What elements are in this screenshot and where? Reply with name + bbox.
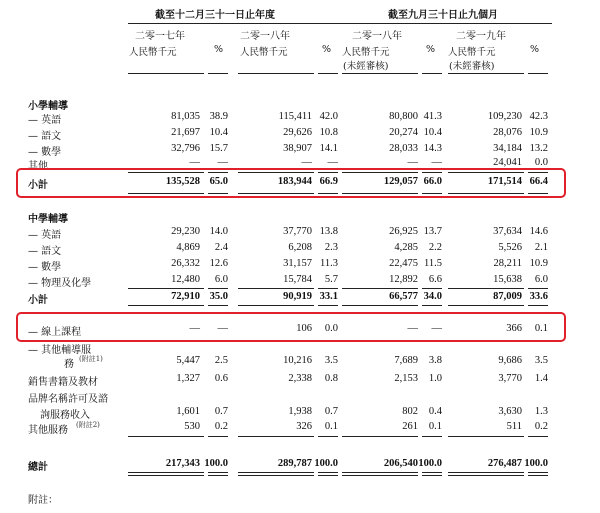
cell-r6-c7: 2.1 [534, 242, 548, 253]
secondary-subtotal-top-rule-6 [448, 288, 524, 289]
cell-r8-c5: 6.6 [428, 274, 442, 285]
col-rule-3 [238, 73, 314, 74]
cell-r8-c0: 12,480 [171, 274, 200, 285]
col-rule-5 [342, 73, 418, 74]
col-rule-1 [128, 73, 204, 74]
cell-r7-c5: 11.5 [424, 258, 442, 269]
cell-r11-c0: 5,447 [176, 355, 200, 366]
total-bottom-rule-3 [318, 472, 338, 476]
cell-r10-c7: 0.1 [534, 323, 548, 334]
currency-2: 人民幣千元 [240, 47, 288, 58]
cell-r4-c3: 66.9 [319, 176, 338, 187]
note-1: (附註1) [79, 355, 103, 363]
cell-r2-c0: 32,796 [171, 143, 200, 154]
cell-r9-c5: 34.0 [423, 291, 442, 302]
row-label-3: 其他 [28, 161, 48, 172]
pct-1: % [214, 44, 224, 55]
total-top-rule-5 [422, 436, 442, 437]
cell-r8-c3: 5.7 [324, 274, 338, 285]
total-bottom-rule-1 [208, 472, 228, 476]
cell-r9-c2: 90,919 [283, 291, 312, 302]
highlight-online-courses [16, 312, 566, 342]
cell-r2-c1: 15.7 [209, 143, 228, 154]
cell-r6-c3: 2.3 [324, 242, 338, 253]
row-label-5: — 英語 [28, 230, 62, 241]
secondary-subtotal-top-rule-1 [208, 288, 228, 289]
cell-r14-c6: 511 [506, 421, 522, 432]
cell-r7-c1: 12.6 [209, 258, 228, 269]
cell-r5-c4: 26,925 [389, 226, 418, 237]
highlight-primary-subtotal [16, 168, 566, 198]
cell-r4-c7: 66.4 [529, 176, 548, 187]
col-rule-6 [422, 73, 442, 74]
cell-r15-c6: 276,487 [487, 458, 522, 469]
cell-r0-c3: 42.0 [319, 111, 338, 122]
cell-r11-c6: 9,686 [498, 355, 522, 366]
total-top-rule-7 [528, 436, 548, 437]
cell-r10-c2: 106 [296, 323, 312, 334]
cell-r2-c7: 13.2 [529, 143, 548, 154]
secondary-subtotal-top-rule-3 [318, 288, 338, 289]
cell-r6-c4: 4,285 [394, 242, 418, 253]
secondary-subtotal-bottom-rule-1 [208, 305, 228, 306]
total-top-rule-2 [238, 436, 314, 437]
cell-r1-c3: 10.8 [319, 127, 338, 138]
cell-r13-c4: 802 [402, 406, 418, 417]
total-bottom-rule-6 [448, 472, 524, 476]
cell-r9-c3: 33.1 [319, 291, 338, 302]
cell-r3-c6: 24,041 [493, 157, 522, 168]
cell-r3-c4: — [407, 157, 418, 168]
cell-r5-c6: 37,634 [493, 226, 522, 237]
cell-r2-c3: 14.1 [319, 143, 338, 154]
cell-r7-c0: 26,332 [171, 258, 200, 269]
secondary-subtotal-top-rule-2 [238, 288, 314, 289]
cell-r10-c0: — [189, 323, 200, 334]
total-top-rule-0 [128, 436, 204, 437]
cell-r10-c1: — [217, 323, 228, 334]
year-2019: 二零一九年 [456, 31, 506, 42]
row-label-11: 務 [64, 359, 74, 370]
cell-r9-c1: 35.0 [209, 291, 228, 302]
cell-r15-c1: 100.0 [204, 458, 228, 469]
total-bottom-rule-7 [528, 472, 548, 476]
row-label-10: — 線上課程 [28, 327, 82, 338]
unaudited-2: (未經審核) [449, 61, 495, 72]
secondary-subtotal-bottom-rule-7 [528, 305, 548, 306]
row-label-8: — 物理及化學 [28, 278, 92, 289]
cell-r9-c0: 72,910 [171, 291, 200, 302]
pct-3: % [426, 44, 436, 55]
cell-r13-c7: 1.3 [534, 406, 548, 417]
cell-r7-c7: 10.9 [529, 258, 548, 269]
row-label-13: 詢服務收入 [40, 410, 90, 421]
pct-4: % [530, 44, 540, 55]
secondary-subtotal-bottom-rule-6 [448, 305, 524, 306]
cell-r10-c4: — [407, 323, 418, 334]
cell-r14-c5: 0.1 [428, 421, 442, 432]
year-2018a: 二零一八年 [240, 31, 290, 42]
secondary-subtotal-bottom-rule-0 [128, 305, 204, 306]
cell-r12-c3: 0.8 [324, 373, 338, 384]
cell-r3-c7: 0.0 [534, 157, 548, 168]
cell-r6-c6: 5,526 [498, 242, 522, 253]
row-label-9: 小計 [28, 295, 48, 306]
cell-r11-c5: 3.8 [428, 355, 442, 366]
cell-r0-c6: 109,230 [487, 111, 522, 122]
cell-r1-c2: 29,626 [283, 127, 312, 138]
cell-r6-c1: 2.4 [214, 242, 228, 253]
pct-2: % [322, 44, 332, 55]
cell-r14-c4: 261 [402, 421, 418, 432]
cell-r6-c5: 2.2 [428, 242, 442, 253]
section-primary: 小學輔導 [28, 101, 68, 112]
cell-r4-c6: 171,514 [487, 176, 522, 187]
cell-r2-c2: 38,907 [283, 143, 312, 154]
unaudited-1: (未經審核) [343, 61, 389, 72]
cell-r8-c7: 6.0 [534, 274, 548, 285]
cell-r2-c4: 28,033 [389, 143, 418, 154]
cell-r12-c2: 2,338 [288, 373, 312, 384]
row-label-15: 總計 [28, 462, 48, 473]
row-label-0: — 英語 [28, 115, 62, 126]
year-2018b: 二零一八年 [352, 31, 402, 42]
cell-r15-c5: 100.0 [418, 458, 442, 469]
period-sep-header: 截至九月三十日止九個月 [388, 10, 498, 21]
cell-r3-c1: — [217, 157, 228, 168]
secondary-subtotal-top-rule-5 [422, 288, 442, 289]
cell-r13-c6: 3,630 [498, 406, 522, 417]
row-label-1: — 語文 [28, 131, 62, 142]
cell-r5-c0: 29,230 [171, 226, 200, 237]
cell-r13-c3: 0.7 [324, 406, 338, 417]
secondary-subtotal-top-rule-7 [528, 288, 548, 289]
period-dec-header: 截至十二月三十一日止年度 [155, 10, 275, 21]
cell-r11-c3: 3.5 [324, 355, 338, 366]
cell-r5-c3: 13.8 [319, 226, 338, 237]
cell-r0-c5: 41.3 [423, 111, 442, 122]
cell-r9-c4: 66,577 [389, 291, 418, 302]
col-rule-7 [448, 73, 524, 74]
cell-r1-c7: 10.9 [529, 127, 548, 138]
total-top-rule-3 [318, 436, 338, 437]
year-2017: 二零一七年 [135, 31, 185, 42]
currency-4: 人民幣千元 [448, 47, 496, 58]
cell-r3-c0: — [189, 157, 200, 168]
cell-r8-c1: 6.0 [214, 274, 228, 285]
row-label-6: — 語文 [28, 246, 62, 257]
secondary-subtotal-bottom-rule-5 [422, 305, 442, 306]
cell-r12-c1: 0.6 [214, 373, 228, 384]
cell-r4-c1: 65.0 [209, 176, 228, 187]
cell-r0-c4: 80,800 [389, 111, 418, 122]
cell-r1-c1: 10.4 [209, 127, 228, 138]
cell-r12-c4: 2,153 [394, 373, 418, 384]
cell-r5-c1: 14.0 [209, 226, 228, 237]
total-bottom-rule-4 [342, 472, 418, 476]
header-rule-sep [340, 23, 552, 24]
cell-r7-c6: 28,211 [493, 258, 522, 269]
header-rule-dec [128, 23, 340, 24]
cell-r4-c5: 66.0 [423, 176, 442, 187]
row-label-2: — 數學 [28, 147, 62, 158]
cell-r14-c3: 0.1 [324, 421, 338, 432]
cell-r14-c1: 0.2 [214, 421, 228, 432]
cell-r14-c2: 326 [296, 421, 312, 432]
cell-r4-c4: 129,057 [383, 176, 418, 187]
cell-r3-c5: — [431, 157, 442, 168]
cell-r15-c2: 289,787 [277, 458, 312, 469]
secondary-subtotal-bottom-rule-3 [318, 305, 338, 306]
cell-r11-c2: 10,216 [283, 355, 312, 366]
col-rule-4 [318, 73, 338, 74]
cell-r12-c6: 3,770 [498, 373, 522, 384]
cell-r0-c1: 38.9 [209, 111, 228, 122]
cell-r5-c7: 14.6 [529, 226, 548, 237]
cell-r12-c7: 1.4 [534, 373, 548, 384]
cell-r13-c2: 1,938 [288, 406, 312, 417]
total-bottom-rule-5 [422, 472, 442, 476]
cell-r1-c0: 21,697 [171, 127, 200, 138]
cell-r4-c2: 183,944 [277, 176, 312, 187]
cell-r1-c5: 10.4 [423, 127, 442, 138]
cell-r0-c0: 81,035 [171, 111, 200, 122]
cell-r9-c6: 87,009 [493, 291, 522, 302]
cell-r10-c5: — [431, 323, 442, 334]
footnote-label: 附註： [28, 495, 58, 506]
cell-r7-c4: 22,475 [389, 258, 418, 269]
row-label-4: 小計 [28, 180, 48, 191]
cell-r13-c0: 1,601 [176, 406, 200, 417]
cell-r9-c7: 33.6 [529, 291, 548, 302]
cell-r5-c5: 13.7 [423, 226, 442, 237]
cell-r2-c5: 14.3 [423, 143, 442, 154]
cell-r8-c6: 15,638 [493, 274, 522, 285]
cell-r1-c6: 28,076 [493, 127, 522, 138]
cell-r0-c7: 42.3 [529, 111, 548, 122]
brand-line1: 品牌名稱許可及諮 [28, 394, 108, 405]
cell-r10-c3: 0.0 [324, 323, 338, 334]
total-bottom-rule-0 [128, 472, 204, 476]
row-label-7: — 數學 [28, 262, 62, 273]
cell-r7-c3: 11.3 [320, 258, 338, 269]
cell-r11-c7: 3.5 [534, 355, 548, 366]
cell-r15-c3: 100.0 [314, 458, 338, 469]
col-rule-8 [528, 73, 548, 74]
secondary-subtotal-bottom-rule-2 [238, 305, 314, 306]
row-label-14: 其他服務 [28, 425, 68, 436]
cell-r15-c0: 217,343 [165, 458, 200, 469]
cell-r2-c6: 34,184 [493, 143, 522, 154]
total-bottom-rule-2 [238, 472, 314, 476]
cell-r6-c0: 4,869 [176, 242, 200, 253]
currency-3: 人民幣千元 [342, 47, 390, 58]
cell-r7-c2: 31,157 [283, 258, 312, 269]
col-rule-2 [208, 73, 228, 74]
cell-r15-c7: 100.0 [524, 458, 548, 469]
cell-r12-c5: 1.0 [428, 373, 442, 384]
cell-r6-c2: 6,208 [288, 242, 312, 253]
cell-r5-c2: 37,770 [283, 226, 312, 237]
total-top-rule-4 [342, 436, 418, 437]
total-top-rule-1 [208, 436, 228, 437]
other-tutoring-line1: — 其他輔導服 [28, 345, 92, 356]
cell-r0-c2: 115,411 [278, 111, 312, 122]
secondary-subtotal-top-rule-4 [342, 288, 418, 289]
note-2: (附註2) [76, 421, 100, 429]
section-secondary: 中學輔導 [28, 214, 68, 225]
row-label-12: 銷售書籍及教材 [28, 377, 98, 388]
cell-r14-c7: 0.2 [534, 421, 548, 432]
cell-r4-c0: 135,528 [165, 176, 200, 187]
cell-r15-c4: 206,540 [383, 458, 418, 469]
secondary-subtotal-top-rule-0 [128, 288, 204, 289]
cell-r14-c0: 530 [184, 421, 200, 432]
cell-r11-c1: 2.5 [214, 355, 228, 366]
cell-r13-c5: 0.4 [428, 406, 442, 417]
currency-1: 人民幣千元 [129, 47, 177, 58]
cell-r12-c0: 1,327 [176, 373, 200, 384]
cell-r11-c4: 7,689 [394, 355, 418, 366]
cell-r10-c6: 366 [506, 323, 522, 334]
cell-r8-c4: 12,892 [389, 274, 418, 285]
total-top-rule-6 [448, 436, 524, 437]
cell-r8-c2: 15,784 [283, 274, 312, 285]
secondary-subtotal-bottom-rule-4 [342, 305, 418, 306]
cell-r3-c2: — [301, 157, 312, 168]
cell-r13-c1: 0.7 [214, 406, 228, 417]
cell-r3-c3: — [327, 157, 338, 168]
cell-r1-c4: 20,274 [389, 127, 418, 138]
